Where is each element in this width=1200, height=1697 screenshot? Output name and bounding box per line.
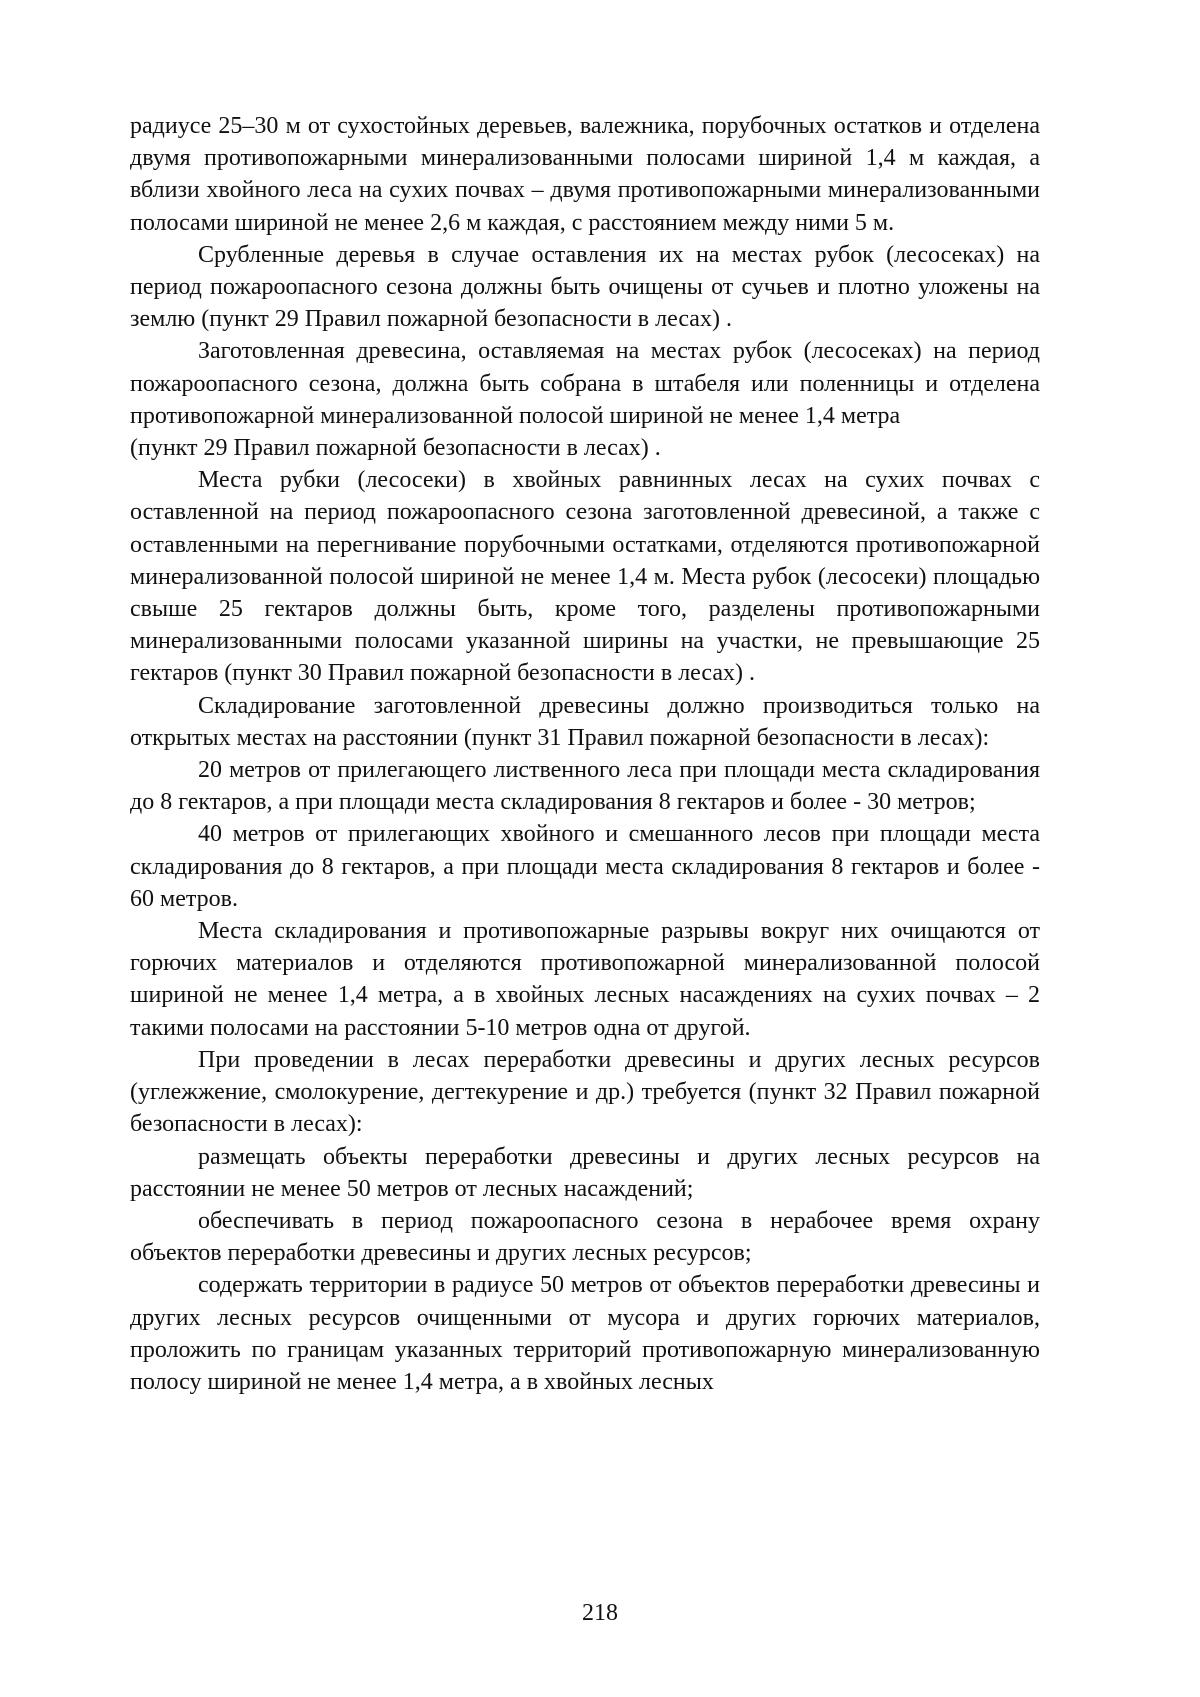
paragraph-11: размещать объекты переработки древесины и других лесных ресурсов на расстоянии не менее 50 метров от лесных насаждений; [130,1143,1040,1202]
paragraph-8: 40 метров от прилегающих хвойного и смешанного лесов при площади места складирования до 8 гектаров, а при площади места складирования 8 гектаров и более - 60 метров. [130,821,1040,912]
paragraph-13: содержать территории в радиусе 50 метров от объектов переработки древесины и других лесных ресурсов очищенными от мусора и других горючих материалов, проложить по границам указанных территорий противопожарную минерализованную полосу шириной не менее 1,4 метра, а в хвойных лесных [130,1272,1040,1395]
page-number: 218 [582,1600,618,1626]
paragraph-2: Срубленные деревья в случае оставления их на местах рубок (лесосеках) на период пожароопасного сезона должны быть очищены от сучьев и плотно уложены на землю (пункт 29 Правил пожарной безопасности в лесах) . [130,241,1040,333]
paragraph-7: 20 метров от прилегающего лиственного леса при площади места складирования до 8 гектаров, а при площади места складирования 8 гектаров и более - 30 метров; [130,757,1040,816]
paragraph-4: (пункт 29 Правил пожарной безопасности в лесах) . [130,435,661,462]
paragraph-1: радиусе 25–30 м от сухостойных деревьев, валежника, порубочных остатков и отделена двумя противопожарными минерализованными полосами шириной 1,4 м каждая, а вблизи хвойного леса на сухих почвах – двумя противопожарными минерализованными полосами шириной не менее 2,6 м каждая, с расстоянием между ними 5 м. [130,113,1040,236]
paragraph-9: Места складирования и противопожарные разрывы вокруг них очищаются от горючих материалов и отделяются противопожарной минерализованной полосой шириной не менее 1,4 метра, а в хвойных лесных насаждениях на сухих почвах – 2 такими полосами на расстоянии 5-10 метров одна от другой. [130,918,1040,1041]
paragraph-5: Места рубки (лесосеки) в хвойных равнинных лесах на сухих почвах с оставленной на период пожароопасного сезона заготовленной древесиной, а также с оставленными на перегнивание порубочными остатками, отделяются противопожарной минерализованной полосой шириной не менее 1,4 м. Места рубок (лесосеки) площадью свыше 25 гектаров должны быть, кроме того, разделены противопожарными минерализованными полосами указанной ширины на участки, не превышающие 25 гектаров (пункт 30 Правил пожарной безопасности в лесах) . [130,467,1040,687]
page-body [130,110,1040,1398]
paragraph-12: обеспечивать в период пожароопасного сезона в нерабочее время охрану объектов переработки древесины и других лесных ресурсов; [130,1207,1040,1267]
paragraph-10: При проведении в лесах переработки древесины и других лесных ресурсов (углежжение, смолокурение, дегтекурение и др.) требуется (пункт 32 Правил пожарной безопасности в лесах): [130,1046,1040,1138]
paragraph-6: Складирование заготовленной древесины должно производиться только на открытых местах на расстоянии (пункт 31 Правил пожарной безопасности в лесах): [130,692,1040,751]
paragraph-3: Заготовленная древесина, оставляемая на местах рубок (лесосеках) на период пожароопасного сезона, должна быть собрана в штабеля или поленницы и отделена противопожарной минерализованной полосой шириной не менее 1,4 метра [130,338,1040,429]
